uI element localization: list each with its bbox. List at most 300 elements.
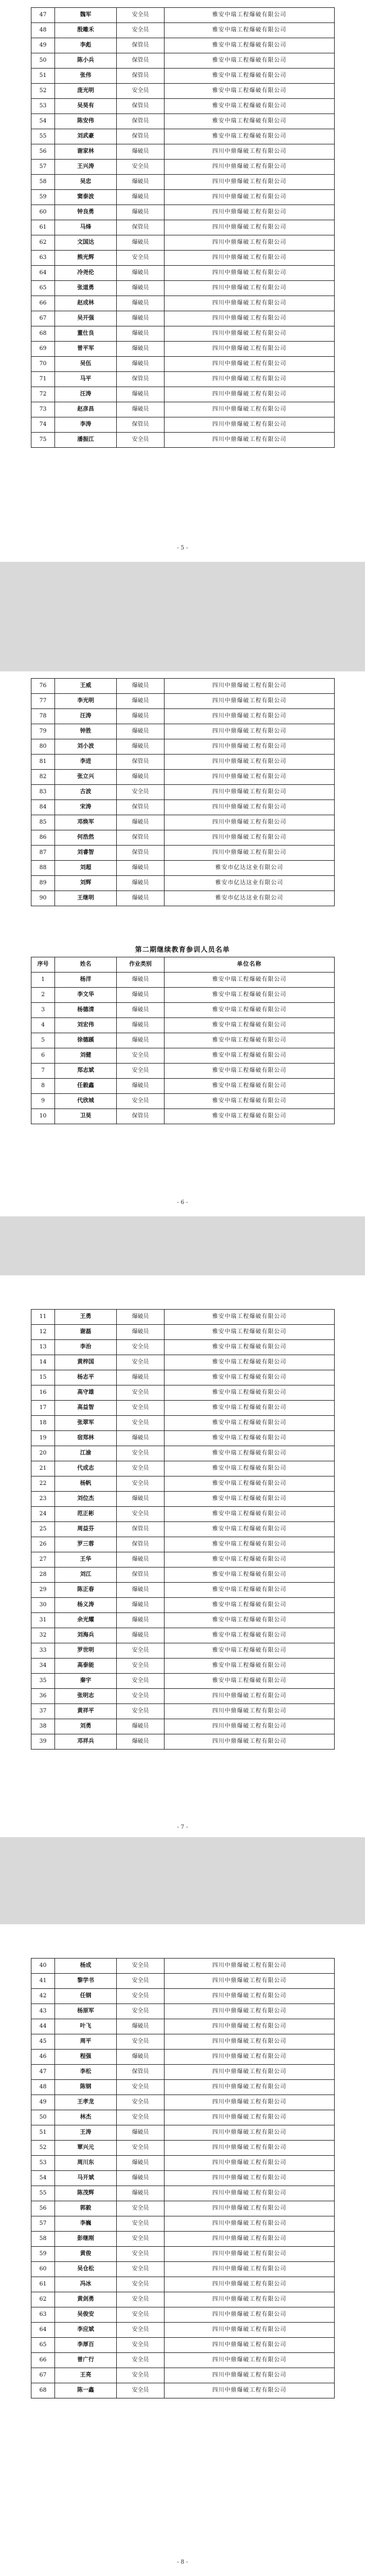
cell-name: 江渝 [55,1446,117,1461]
roster-table [31,1958,335,2398]
cell-category: 安全员 [117,1507,165,1522]
table-row [31,1522,335,1537]
header-unit: 单位名称 [165,957,335,973]
cell-name: 黄梓国 [55,1355,117,1370]
cell-name: 王继明 [55,891,117,906]
cell-category: 安全员 [117,2323,165,2338]
cell-index: 33 [31,1643,55,1659]
cell-unit: 四川中鼎爆破工程有限公司 [165,2186,335,2201]
cell-index: 84 [31,800,55,815]
cell-category: 安全员 [117,1416,165,1431]
table-row [31,1583,335,1598]
cell-category: 爆破员 [117,1613,165,1628]
cell-index: 74 [31,417,55,433]
cell-name: 高益智 [55,1401,117,1416]
cell-category: 安全员 [117,23,165,38]
cell-unit: 四川中鼎爆破工程有限公司 [165,2034,335,2050]
document-page [0,1924,365,2576]
table-row [31,755,335,770]
cell-unit: 雅安中瑞工程爆破有限公司 [165,1643,335,1659]
cell-name: 宋涛 [55,800,117,815]
cell-index: 88 [31,861,55,876]
table-row [31,709,335,724]
cell-category: 安全员 [117,1094,165,1109]
cell-unit: 四川中鼎爆破工程有限公司 [165,2262,335,2277]
table-row [31,1461,335,1476]
roster-table [31,1309,335,1750]
cell-category: 爆破员 [117,1719,165,1734]
cell-name: 刘辉 [55,876,117,891]
cell-unit: 四川中鼎爆破工程有限公司 [165,830,335,846]
cell-unit: 雅安中瑞工程爆破有限公司 [165,1109,335,1124]
cell-unit: 四川中鼎爆破工程有限公司 [165,296,335,311]
cell-index: 51 [31,69,55,84]
table-row [31,1048,335,1064]
cell-unit: 雅安中瑞工程爆破有限公司 [165,1079,335,1094]
cell-index: 27 [31,1552,55,1568]
cell-name: 代成志 [55,1461,117,1476]
cell-name: 庞光明 [55,84,117,99]
cell-index: 35 [31,1674,55,1689]
cell-unit: 雅安中瑞工程爆破有限公司 [165,1310,335,1325]
cell-unit: 四川中鼎爆破工程有限公司 [165,190,335,205]
table-row [31,2247,335,2262]
cell-index: 64 [31,2323,55,2338]
cell-index: 57 [31,2216,55,2232]
cell-name: 刘江 [55,1568,117,1583]
cell-category: 安全员 [117,2004,165,2019]
cell-name: 马平 [55,372,117,387]
table-row [31,2201,335,2216]
cell-unit: 四川中鼎爆破工程有限公司 [165,846,335,861]
cell-category: 安全员 [117,2110,165,2125]
cell-index: 41 [31,1974,55,1989]
cell-index: 46 [31,2050,55,2065]
cell-unit: 四川中鼎爆破工程有限公司 [165,739,335,755]
cell-name: 杨原军 [55,2004,117,2019]
cell-category: 保管员 [117,38,165,53]
cell-unit: 雅安中瑞工程爆破有限公司 [165,1048,335,1064]
cell-category: 安全员 [117,2080,165,2095]
cell-name: 代欣城 [55,1094,117,1109]
document-page [0,0,365,562]
cell-unit: 雅安中瑞工程爆破有限公司 [165,1568,335,1583]
cell-name: 李文华 [55,988,117,1003]
cell-name: 高守雄 [55,1385,117,1401]
cell-index: 31 [31,1613,55,1628]
cell-name: 窦泰波 [55,190,117,205]
cell-index: 58 [31,2232,55,2247]
table-row [31,2141,335,2156]
table-row [31,1003,335,1018]
cell-name: 吴昊有 [55,99,117,114]
table-row [31,2353,335,2368]
cell-index: 39 [31,1734,55,1750]
cell-name: 张翠军 [55,1416,117,1431]
cell-name: 李巍 [55,2216,117,2232]
cell-name: 李应斌 [55,2323,117,2338]
cell-unit: 雅安中瑞工程爆破有限公司 [165,84,335,99]
cell-unit: 四川中鼎爆破工程有限公司 [165,402,335,417]
table-row [31,785,335,800]
cell-category: 保管员 [117,1568,165,1583]
table-row [31,1385,335,1401]
cell-category: 保管员 [117,53,165,69]
table-row [31,311,335,326]
cell-unit: 四川中鼎爆破工程有限公司 [165,387,335,402]
cell-index: 54 [31,2171,55,2186]
cell-unit: 雅安中瑞工程爆破有限公司 [165,1492,335,1507]
cell-unit: 雅安中瑞工程爆破有限公司 [165,1401,335,1416]
table-row [31,1659,335,1674]
cell-name: 卫昊 [55,1109,117,1124]
table-row [31,694,335,709]
cell-category: 保管员 [117,800,165,815]
cell-index: 68 [31,2383,55,2398]
cell-index: 50 [31,53,55,69]
cell-category: 爆破员 [117,988,165,1003]
cell-index: 49 [31,2095,55,2110]
cell-name: 罗世明 [55,1643,117,1659]
cell-name: 郑志斌 [55,1064,117,1079]
cell-unit: 雅安中瑞工程爆破有限公司 [165,1583,335,1598]
cell-unit: 雅安中瑞工程爆破有限公司 [165,1537,335,1552]
cell-category: 爆破员 [117,679,165,694]
cell-name: 王华 [55,1552,117,1568]
cell-category: 爆破员 [117,694,165,709]
table-row [31,861,335,876]
cell-category: 爆破员 [117,2125,165,2141]
cell-unit: 雅安中瑞工程爆破有限公司 [165,129,335,144]
cell-category: 爆破员 [117,973,165,988]
cell-category: 保管员 [117,417,165,433]
cell-index: 21 [31,1461,55,1476]
cell-category: 安全员 [117,2292,165,2307]
cell-name: 邓祥兵 [55,1734,117,1750]
cell-name: 王孝龙 [55,2095,117,2110]
cell-unit: 雅安中瑞工程爆破有限公司 [165,1461,335,1476]
table-row [31,1325,335,1340]
table-row [31,175,335,190]
table-row [31,8,335,23]
cell-name: 马烽 [55,220,117,235]
cell-name: 吴俊安 [55,2307,117,2323]
cell-category: 爆破员 [117,205,165,220]
table-row [31,2156,335,2171]
cell-index: 12 [31,1325,55,1340]
cell-name: 李厚百 [55,2338,117,2353]
cell-index: 52 [31,2141,55,2156]
cell-name: 钟良勇 [55,205,117,220]
cell-name: 李涛 [55,417,117,433]
cell-unit: 四川中鼎爆破工程有限公司 [165,770,335,785]
cell-category: 爆破员 [117,891,165,906]
table-row [31,114,335,129]
cell-index: 13 [31,1340,55,1355]
cell-category: 爆破员 [117,1492,165,1507]
cell-unit: 雅安中瑞工程爆破有限公司 [165,1552,335,1568]
cell-unit: 雅安中瑞工程爆破有限公司 [165,8,335,23]
cell-name: 刘睿智 [55,846,117,861]
cell-category: 保管员 [117,114,165,129]
cell-unit: 雅安中瑞工程爆破有限公司 [165,1507,335,1522]
table-row [31,1431,335,1446]
cell-category: 爆破员 [117,1734,165,1750]
cell-unit: 四川中鼎爆破工程有限公司 [165,2201,335,2216]
cell-index: 73 [31,402,55,417]
cell-unit: 四川中鼎爆破工程有限公司 [165,800,335,815]
cell-name: 王威 [55,679,117,694]
cell-index: 9 [31,1094,55,1109]
table-row [31,23,335,38]
cell-name: 覃兴元 [55,2141,117,2156]
table-row [31,2050,335,2065]
table-row [31,770,335,785]
cell-unit: 四川中鼎爆破工程有限公司 [165,2125,335,2141]
cell-name: 熊光辉 [55,251,117,266]
cell-index: 63 [31,2307,55,2323]
table-row [31,1476,335,1492]
cell-category: 安全员 [117,2368,165,2383]
cell-unit: 四川中鼎爆破工程有限公司 [165,1959,335,1974]
cell-category: 安全员 [117,2232,165,2247]
cell-unit: 四川中鼎爆破工程有限公司 [165,433,335,448]
cell-category: 安全员 [117,2262,165,2277]
cell-index: 18 [31,1416,55,1431]
cell-category: 爆破员 [117,1628,165,1643]
cell-category: 安全员 [117,1401,165,1416]
cell-unit: 四川中鼎爆破工程有限公司 [165,1974,335,1989]
table-row [31,800,335,815]
cell-category: 爆破员 [117,144,165,160]
cell-index: 63 [31,251,55,266]
cell-name: 徐德蹊 [55,1033,117,1048]
cell-unit: 四川中鼎爆破工程有限公司 [165,2277,335,2292]
cell-category: 爆破员 [117,1033,165,1048]
cell-unit: 四川中鼎爆破工程有限公司 [165,709,335,724]
cell-index: 75 [31,433,55,448]
cell-name: 汪涛 [55,387,117,402]
cell-index: 89 [31,876,55,891]
table-row [31,2292,335,2307]
cell-category: 爆破员 [117,2156,165,2171]
cell-unit: 四川中鼎爆破工程有限公司 [165,326,335,342]
table-row [31,1628,335,1643]
cell-unit: 雅安中瑞工程爆破有限公司 [165,1003,335,1018]
cell-index: 61 [31,2277,55,2292]
cell-index: 66 [31,296,55,311]
cell-index: 67 [31,311,55,326]
roster-table-wrap [31,678,335,906]
cell-unit: 雅安中瑞工程爆破有限公司 [165,1416,335,1431]
cell-category: 爆破员 [117,1370,165,1385]
cell-unit: 四川中鼎爆破工程有限公司 [165,266,335,281]
cell-unit: 四川中鼎爆破工程有限公司 [165,679,335,694]
cell-name: 高泰能 [55,1659,117,1674]
cell-unit: 雅安中瑞工程爆破有限公司 [165,973,335,988]
cell-index: 8 [31,1079,55,1094]
cell-index: 40 [31,1959,55,1974]
cell-category: 保管员 [117,846,165,861]
cell-category: 安全员 [117,251,165,266]
cell-unit: 雅安市亿达这业有限公司 [165,876,335,891]
cell-name: 杨德清 [55,1003,117,1018]
cell-name: 潘振江 [55,433,117,448]
cell-name: 任钢 [55,1989,117,2004]
table-row [31,433,335,448]
cell-category: 安全员 [117,2338,165,2353]
table-row [31,296,335,311]
cell-unit: 四川中鼎爆破工程有限公司 [165,2338,335,2353]
cell-name: 杨志平 [55,1370,117,1385]
cell-index: 60 [31,205,55,220]
table-row [31,1552,335,1568]
table-row [31,2095,335,2110]
cell-index: 17 [31,1401,55,1416]
cell-index: 56 [31,2201,55,2216]
cell-name: 张伟 [55,69,117,84]
cell-unit: 四川中鼎爆破工程有限公司 [165,2232,335,2247]
cell-category: 安全员 [117,1674,165,1689]
cell-category: 安全员 [117,1340,165,1355]
cell-unit: 四川中鼎爆破工程有限公司 [165,2110,335,2125]
cell-index: 58 [31,175,55,190]
cell-name: 黎学书 [55,1974,117,1989]
cell-index: 66 [31,2353,55,2368]
cell-unit: 雅安中瑞工程爆破有限公司 [165,1476,335,1492]
table-row [31,1734,335,1750]
cell-unit: 四川中鼎爆破工程有限公司 [165,251,335,266]
cell-name: 周平 [55,2034,117,2050]
cell-index: 57 [31,160,55,175]
cell-category: 保管员 [117,830,165,846]
cell-name: 古波 [55,785,117,800]
cell-name: 董仕良 [55,326,117,342]
table-row [31,2262,335,2277]
cell-category: 安全员 [117,84,165,99]
cell-index: 55 [31,129,55,144]
table-row [31,988,335,1003]
cell-name: 黄祥平 [55,1704,117,1719]
cell-index: 70 [31,357,55,372]
table-row [31,402,335,417]
cell-category: 爆破员 [117,2171,165,2186]
cell-unit: 雅安中瑞工程爆破有限公司 [165,1385,335,1401]
cell-name: 林杰 [55,2110,117,2125]
cell-index: 37 [31,1704,55,1719]
cell-unit: 雅安中瑞工程爆破有限公司 [165,1431,335,1446]
table-row [31,144,335,160]
table-row [31,2368,335,2383]
cell-unit: 四川中鼎爆破工程有限公司 [165,2323,335,2338]
cell-index: 59 [31,2247,55,2262]
page-number: - 6 - [177,1200,188,1206]
cell-unit: 四川中鼎爆破工程有限公司 [165,342,335,357]
cell-unit: 雅安中瑞工程爆破有限公司 [165,1674,335,1689]
cell-category: 保管员 [117,1522,165,1537]
table-row [31,876,335,891]
cell-unit: 雅安中瑞工程爆破有限公司 [165,1325,335,1340]
cell-index: 2 [31,988,55,1003]
cell-unit: 四川中鼎爆破工程有限公司 [165,2004,335,2019]
cell-category: 安全员 [117,785,165,800]
cell-index: 77 [31,694,55,709]
table-row [31,2110,335,2125]
cell-index: 6 [31,1048,55,1064]
cell-category: 爆破员 [117,1018,165,1033]
cell-unit: 四川中鼎爆破工程有限公司 [165,2216,335,2232]
cell-unit: 四川中鼎爆破工程有限公司 [165,2368,335,2383]
cell-index: 3 [31,1003,55,1018]
cell-category: 爆破员 [117,387,165,402]
table-row [31,266,335,281]
cell-index: 23 [31,1492,55,1507]
cell-unit: 四川中鼎爆破工程有限公司 [165,1704,335,1719]
cell-category: 保管员 [117,1537,165,1552]
cell-unit: 四川中鼎爆破工程有限公司 [165,144,335,160]
table-row [31,1537,335,1552]
cell-unit: 四川中鼎爆破工程有限公司 [165,815,335,830]
cell-unit: 四川中鼎爆破工程有限公司 [165,2156,335,2171]
cell-name: 曾广行 [55,2353,117,2368]
cell-name: 杨帆 [55,1476,117,1492]
cell-unit: 雅安中瑞工程爆破有限公司 [165,53,335,69]
cell-category: 安全员 [117,2095,165,2110]
cell-name: 殷雕禾 [55,23,117,38]
cell-unit: 四川中鼎爆破工程有限公司 [165,372,335,387]
cell-index: 78 [31,709,55,724]
cell-category: 保管员 [117,220,165,235]
cell-index: 4 [31,1018,55,1033]
cell-index: 64 [31,266,55,281]
cell-unit: 四川中鼎爆破工程有限公司 [165,724,335,739]
cell-index: 32 [31,1628,55,1643]
table-row [31,2186,335,2201]
cell-index: 55 [31,2186,55,2201]
cell-name: 郭毅 [55,2201,117,2216]
cell-index: 79 [31,724,55,739]
cell-index: 36 [31,1689,55,1704]
cell-name: 陈小兵 [55,53,117,69]
cell-category: 安全员 [117,1959,165,1974]
cell-name: 罗三蓉 [55,1537,117,1552]
cell-category: 安全员 [117,433,165,448]
table-row [31,1492,335,1507]
table-row [31,1416,335,1431]
page-number: - 5 - [177,545,188,551]
cell-name: 吴开强 [55,311,117,326]
cell-unit: 四川中鼎爆破工程有限公司 [165,1734,335,1750]
document-page [0,671,365,1216]
cell-index: 43 [31,2004,55,2019]
cell-index: 62 [31,2292,55,2307]
cell-index: 53 [31,2156,55,2171]
cell-index: 22 [31,1476,55,1492]
cell-unit: 四川中鼎爆破工程有限公司 [165,2065,335,2080]
cell-name: 吴仓松 [55,2262,117,2277]
cell-name: 黄俊 [55,2247,117,2262]
table-row [31,417,335,433]
cell-name: 周川东 [55,2156,117,2171]
cell-name: 杨义涛 [55,1598,117,1613]
cell-category: 保管员 [117,129,165,144]
table-row [31,1674,335,1689]
cell-name: 吴伍 [55,357,117,372]
cell-name: 张立兴 [55,770,117,785]
cell-unit: 雅安中瑞工程爆破有限公司 [165,1370,335,1385]
cell-unit: 四川中鼎爆破工程有限公司 [165,2080,335,2095]
cell-unit: 四川中鼎爆破工程有限公司 [165,694,335,709]
